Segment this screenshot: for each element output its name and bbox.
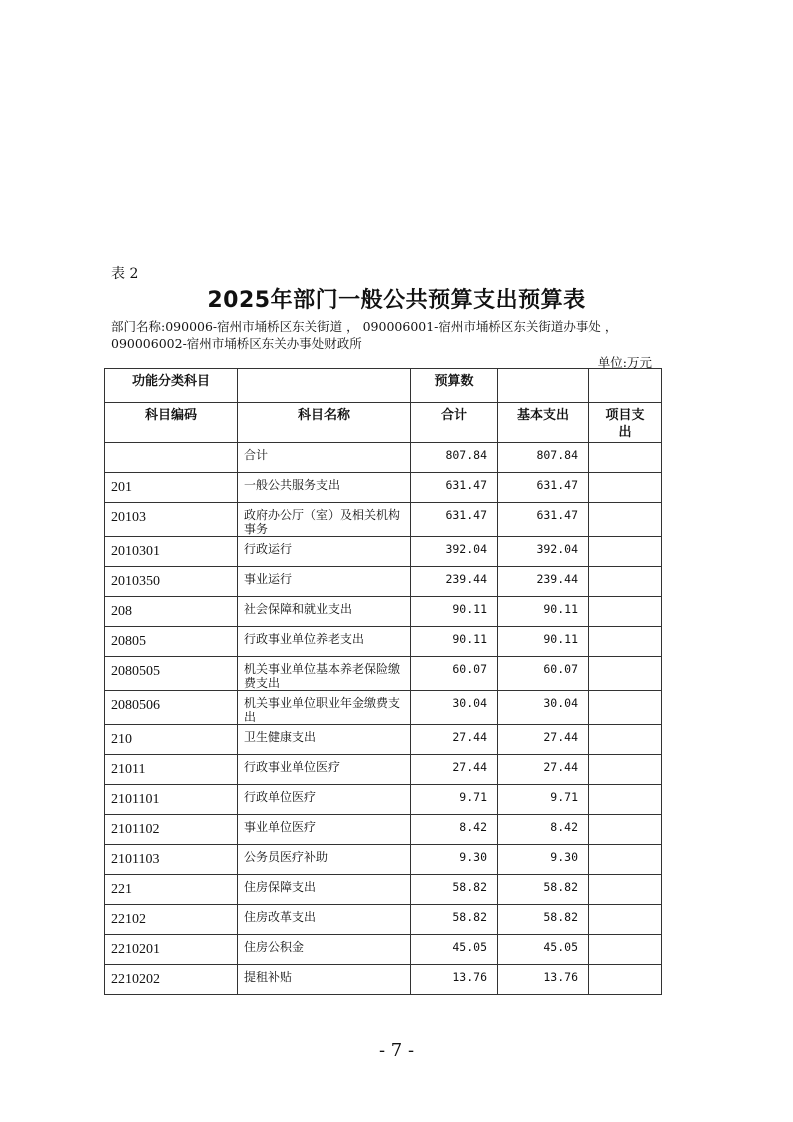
table-row — [105, 537, 662, 567]
cell-project — [589, 815, 662, 845]
table-row — [105, 785, 662, 815]
header-project: 项目支出 — [589, 403, 662, 443]
cell-total: 392.04 — [411, 537, 498, 567]
cell-total: 60.07 — [411, 657, 498, 691]
cell-code: 2101103 — [105, 845, 238, 875]
cell-total: 58.82 — [411, 875, 498, 905]
cell-total: 239.44 — [411, 567, 498, 597]
cell-name: 住房改革支出 — [238, 905, 411, 935]
cell-name: 住房公积金 — [238, 935, 411, 965]
cell-basic: 631.47 — [498, 473, 589, 503]
cell-code: 20103 — [105, 503, 238, 537]
cell-basic: 58.82 — [498, 905, 589, 935]
header-budget: 预算数 — [411, 369, 498, 403]
cell-name: 一般公共服务支出 — [238, 473, 411, 503]
cell-project — [589, 537, 662, 567]
cell-code: 21011 — [105, 755, 238, 785]
cell-name: 机关事业单位职业年金缴费支出 — [238, 691, 411, 725]
cell-name: 社会保障和就业支出 — [238, 597, 411, 627]
cell-code: 2210202 — [105, 965, 238, 995]
table-row — [105, 905, 662, 935]
cell-project — [589, 725, 662, 755]
department-line-1: 部门名称:090006-宿州市埇桥区东关街道 ， 090006001-宿州市埇桥区东关街道办事处 ， — [111, 319, 618, 334]
cell-code: 2010350 — [105, 567, 238, 597]
cell-code — [105, 443, 238, 473]
cell-basic: 27.44 — [498, 725, 589, 755]
page-number: - 7 - — [378, 1040, 415, 1061]
cell-project — [589, 567, 662, 597]
page-title: 2025年部门一般公共预算支出预算表 — [207, 288, 586, 313]
header-empty — [589, 369, 662, 403]
cell-project — [589, 875, 662, 905]
cell-basic: 9.71 — [498, 785, 589, 815]
cell-name: 事业单位医疗 — [238, 815, 411, 845]
cell-total: 90.11 — [411, 627, 498, 657]
cell-basic: 631.47 — [498, 503, 589, 537]
cell-project — [589, 785, 662, 815]
cell-total: 9.30 — [411, 845, 498, 875]
cell-project — [589, 965, 662, 995]
cell-basic: 27.44 — [498, 755, 589, 785]
table-row — [105, 597, 662, 627]
header-row-2 — [105, 403, 662, 443]
header-code: 科目编码 — [105, 403, 238, 443]
cell-name: 提租补贴 — [238, 965, 411, 995]
cell-code: 2010301 — [105, 537, 238, 567]
cell-project — [589, 935, 662, 965]
cell-total: 90.11 — [411, 597, 498, 627]
cell-name: 住房保障支出 — [238, 875, 411, 905]
cell-name: 行政事业单位养老支出 — [238, 627, 411, 657]
cell-code: 210 — [105, 725, 238, 755]
table-row — [105, 691, 662, 725]
cell-name: 行政单位医疗 — [238, 785, 411, 815]
cell-basic: 13.76 — [498, 965, 589, 995]
table-row — [105, 875, 662, 905]
cell-project — [589, 905, 662, 935]
cell-code: 2210201 — [105, 935, 238, 965]
cell-total: 27.44 — [411, 725, 498, 755]
cell-project — [589, 443, 662, 473]
header-empty — [498, 369, 589, 403]
cell-total: 631.47 — [411, 503, 498, 537]
table-label: 表 2 — [111, 266, 139, 282]
cell-total: 631.47 — [411, 473, 498, 503]
cell-basic: 8.42 — [498, 815, 589, 845]
table-row — [105, 725, 662, 755]
table-body — [105, 443, 662, 995]
table-row — [105, 443, 662, 473]
cell-name: 行政运行 — [238, 537, 411, 567]
cell-project — [589, 755, 662, 785]
cell-basic: 392.04 — [498, 537, 589, 567]
budget-table — [104, 368, 662, 995]
cell-name: 行政事业单位医疗 — [238, 755, 411, 785]
cell-total: 9.71 — [411, 785, 498, 815]
cell-basic: 90.11 — [498, 627, 589, 657]
header-total: 合计 — [411, 403, 498, 443]
header-basic: 基本支出 — [498, 403, 589, 443]
cell-project — [589, 597, 662, 627]
cell-code: 2080505 — [105, 657, 238, 691]
cell-code: 22102 — [105, 905, 238, 935]
cell-project — [589, 845, 662, 875]
header-name: 科目名称 — [238, 403, 411, 443]
cell-project — [589, 503, 662, 537]
cell-name: 机关事业单位基本养老保险缴费支出 — [238, 657, 411, 691]
table-row — [105, 845, 662, 875]
cell-name: 卫生健康支出 — [238, 725, 411, 755]
cell-code: 221 — [105, 875, 238, 905]
table-row — [105, 657, 662, 691]
table-row — [105, 567, 662, 597]
cell-name: 合计 — [238, 443, 411, 473]
cell-name: 政府办公厅（室）及相关机构事务 — [238, 503, 411, 537]
header-empty — [238, 369, 411, 403]
cell-total: 13.76 — [411, 965, 498, 995]
table-row — [105, 815, 662, 845]
table-row — [105, 627, 662, 657]
header-row-1 — [105, 369, 662, 403]
cell-basic: 807.84 — [498, 443, 589, 473]
cell-basic: 90.11 — [498, 597, 589, 627]
cell-basic: 239.44 — [498, 567, 589, 597]
cell-total: 807.84 — [411, 443, 498, 473]
cell-total: 30.04 — [411, 691, 498, 725]
unit-label: 单位:万元 — [597, 355, 652, 370]
cell-name: 事业运行 — [238, 567, 411, 597]
cell-project — [589, 657, 662, 691]
table-row — [105, 965, 662, 995]
cell-basic: 60.07 — [498, 657, 589, 691]
cell-project — [589, 627, 662, 657]
cell-code: 208 — [105, 597, 238, 627]
cell-name: 公务员医疗补助 — [238, 845, 411, 875]
cell-code: 20805 — [105, 627, 238, 657]
cell-code: 201 — [105, 473, 238, 503]
table-row — [105, 473, 662, 503]
cell-basic: 30.04 — [498, 691, 589, 725]
header-function-class: 功能分类科目 — [105, 369, 238, 403]
table-row — [105, 755, 662, 785]
cell-total: 27.44 — [411, 755, 498, 785]
department-info — [111, 318, 671, 352]
cell-total: 58.82 — [411, 905, 498, 935]
cell-project — [589, 691, 662, 725]
department-line-2: 090006002-宿州市埇桥区东关办事处财政所 — [111, 336, 362, 351]
cell-basic: 9.30 — [498, 845, 589, 875]
cell-basic: 45.05 — [498, 935, 589, 965]
cell-code: 2101101 — [105, 785, 238, 815]
cell-total: 45.05 — [411, 935, 498, 965]
cell-code: 2080506 — [105, 691, 238, 725]
cell-total: 8.42 — [411, 815, 498, 845]
cell-project — [589, 473, 662, 503]
table-row — [105, 935, 662, 965]
cell-basic: 58.82 — [498, 875, 589, 905]
cell-code: 2101102 — [105, 815, 238, 845]
table-row — [105, 503, 662, 537]
